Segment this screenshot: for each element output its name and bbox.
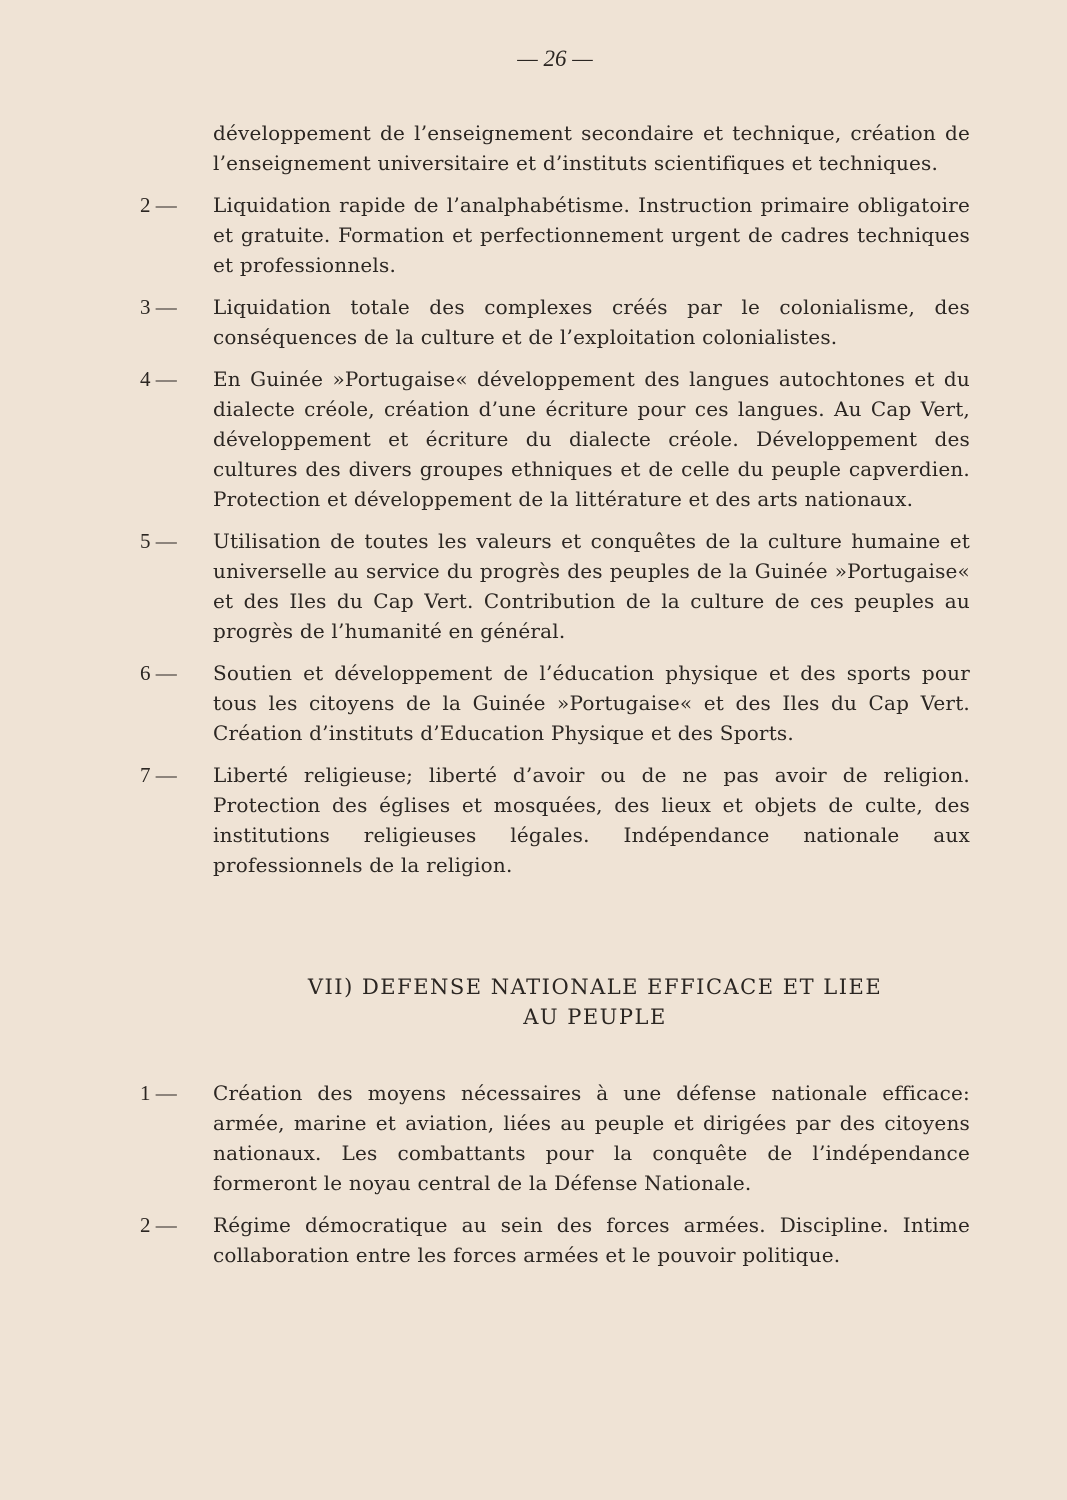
list-item — [140, 1210, 970, 1270]
item-number: 7 — — [140, 763, 177, 787]
item-number: 4 — — [140, 367, 177, 391]
list-item — [140, 292, 970, 352]
item-number: 2 — — [140, 193, 177, 217]
list-item — [140, 364, 970, 514]
list-item — [140, 1078, 970, 1198]
list-item — [140, 658, 970, 748]
list-item — [140, 190, 970, 280]
item-number: 6 — — [140, 661, 177, 685]
item-number: 3 — — [140, 295, 177, 319]
list-item — [140, 760, 970, 880]
section-heading-line-2: AU PEUPLE — [523, 1005, 667, 1029]
item-text: Liquidation totale des complexes créés par le colonialisme, des conséquences de la culture et de l’exploitation colonialistes. — [213, 295, 970, 349]
item-text: Liquidation rapide de l’analphabétisme. Instruction primaire obligatoire et gratuite. Formation et perfectionnement urgent de cadres techniques et professionnels. — [213, 193, 970, 277]
item-text: En Guinée »Portugaise« développement des langues autochtones et du dialecte créole, création d’une écriture pour ces langues. Au Cap Vert, développement et écriture du dialecte créole. Développement des cultures des divers groupes ethniques et de celle du peuple capverdien. Protection et développement de la littérature et des arts nationaux. — [213, 367, 970, 511]
page-body — [140, 118, 970, 1282]
page-number: — 26 — — [517, 46, 593, 71]
item-number: 5 — — [140, 529, 177, 553]
section-heading-line-1: VII) DEFENSE NATIONALE EFFICACE ET LIEE — [307, 975, 883, 999]
item-text: Soutien et développement de l’éducation physique et des sports pour tous les citoyens de la Guinée »Portugaise« et des Iles du Cap Vert. Création d’instituts d’Education Physique et des Sports. — [213, 661, 970, 745]
item-text: Création des moyens nécessaires à une défense nationale efficace: armée, marine et aviation, liées au peuple et dirigées par des citoyens nationaux. Les combattants pour la conquête de l’indépendance formeront le noyau central de la Défense Nationale. — [213, 1081, 970, 1195]
item-number: 1 — — [140, 1081, 177, 1105]
item-number: 2 — — [140, 1213, 177, 1237]
item-text: Utilisation de toutes les valeurs et conquêtes de la culture humaine et universelle au service du progrès des peuples de la Guinée »Portugaise« et des Iles du Cap Vert. Contribution de la culture de ces peuples au progrès de l’humanité en général. — [213, 529, 970, 643]
paragraph-text: développement de l’enseignement secondaire et technique, création de l’enseignement universitaire et d’instituts scientifiques et techniques. — [213, 121, 970, 175]
item-text: Liberté religieuse; liberté d’avoir ou de ne pas avoir de religion. Protection des églises et mosquées, des lieux et objets de culte, des institutions religieuses légales. Indépendance nationale aux professionnels de la religion. — [213, 763, 970, 877]
list-item — [140, 526, 970, 646]
continuation-paragraph — [213, 118, 970, 178]
item-text: Régime démocratique au sein des forces armées. Discipline. Intime collaboration entre les forces armées et le pouvoir politique. — [213, 1213, 970, 1267]
section-heading — [220, 972, 970, 1032]
